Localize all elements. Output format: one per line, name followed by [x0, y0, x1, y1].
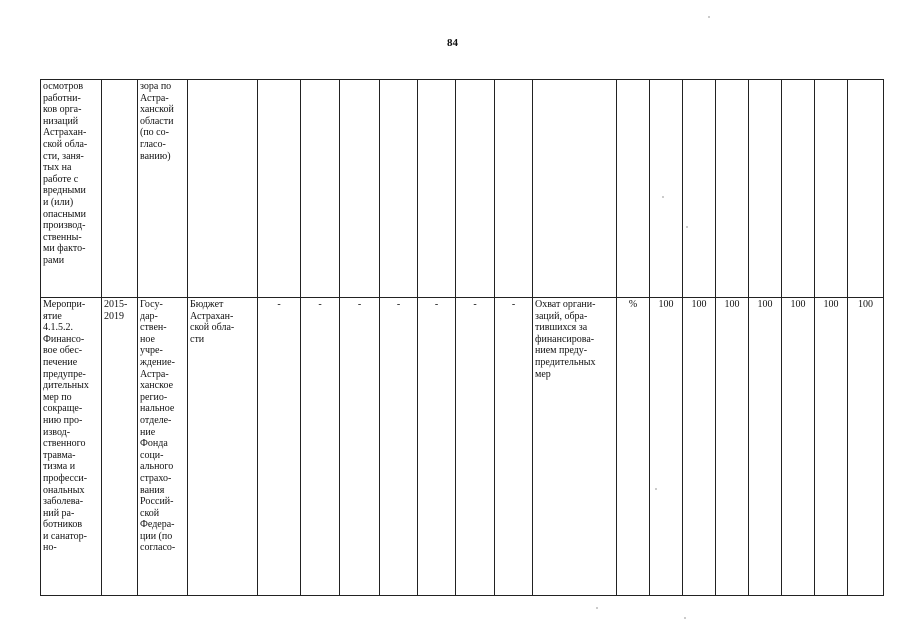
scan-speck: [708, 16, 710, 18]
measure-cell: осмотров работни- ков орга- низаций Астрахан- ской обла- сти, заня- тых на работе с вредными и (или) опасными производ- ственны- ми факто- рами: [41, 80, 102, 298]
value-cell: [848, 80, 884, 298]
value-cell: 100: [650, 298, 683, 596]
value-cell: 100: [716, 298, 749, 596]
scan-speck: [686, 226, 688, 228]
value-cell: [650, 80, 683, 298]
period-cell: 2015- 2019: [102, 298, 138, 596]
source-cell: Бюджет Астрахан- ской обла- сти: [188, 298, 258, 596]
value-cell: [749, 80, 782, 298]
value-cell: [716, 80, 749, 298]
amount-cell: -: [495, 298, 533, 596]
unit-cell: [617, 80, 650, 298]
amount-cell: [340, 80, 380, 298]
amount-cell: [418, 80, 456, 298]
value-cell: 100: [782, 298, 815, 596]
scan-speck: [655, 488, 657, 490]
value-cell: [782, 80, 815, 298]
amount-cell: -: [301, 298, 340, 596]
source-cell: [188, 80, 258, 298]
value-cell: [815, 80, 848, 298]
value-cell: [683, 80, 716, 298]
period-cell: [102, 80, 138, 298]
value-cell: 100: [749, 298, 782, 596]
page-number: 84: [447, 37, 458, 49]
executor-cell: Госу- дар- ствен- ное учре- ждение- Астра- ханское регио- нальное отделе- ние Фонда соци- ального страхо- вания Россий- ской Федера- ции (по согласо-: [138, 298, 188, 596]
amount-cell: [258, 80, 301, 298]
scan-speck: [684, 617, 686, 619]
amount-cell: [380, 80, 418, 298]
indicator-cell: Охват органи- заций, обра- тившихся за финансирова- нием преду- предительных мер: [533, 298, 617, 596]
amount-cell: [495, 80, 533, 298]
value-cell: 100: [815, 298, 848, 596]
amount-cell: -: [418, 298, 456, 596]
program-table: [40, 79, 884, 596]
unit-cell: %: [617, 298, 650, 596]
amount-cell: -: [340, 298, 380, 596]
value-cell: 100: [848, 298, 884, 596]
table-row: [41, 80, 884, 298]
amount-cell: [456, 80, 495, 298]
measure-cell: Меропри- ятие 4.1.5.2. Финансо- вое обес- печение предупре- дительных мер по сокраще- нию про- извод- ственного травма- тизма и професси- ональных заболева- ний ра- ботников и санатор- но-: [41, 298, 102, 596]
amount-cell: -: [380, 298, 418, 596]
amount-cell: -: [258, 298, 301, 596]
indicator-cell: [533, 80, 617, 298]
scan-speck: [596, 607, 598, 609]
amount-cell: -: [456, 298, 495, 596]
executor-cell: зора по Астра- ханской области (по со- гласо- ванию): [138, 80, 188, 298]
amount-cell: [301, 80, 340, 298]
table-row: [41, 298, 884, 596]
value-cell: 100: [683, 298, 716, 596]
scan-speck: [662, 196, 664, 198]
